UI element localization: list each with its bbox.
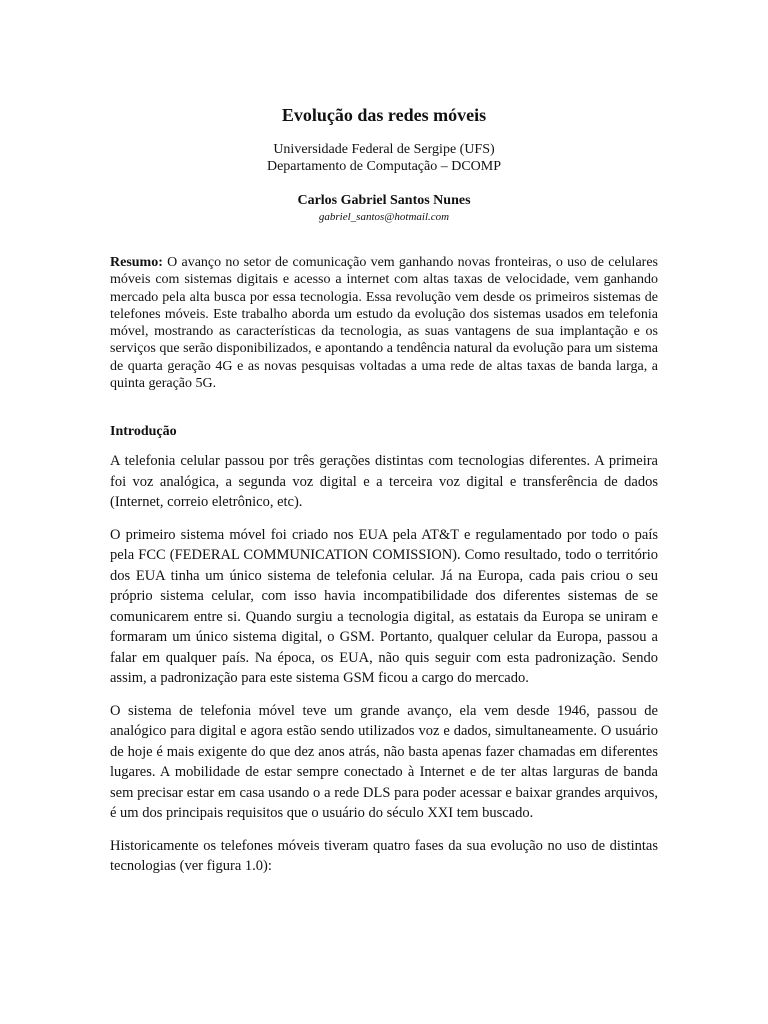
- body-paragraph: O sistema de telefonia móvel teve um grande avanço, ela vem desde 1946, passou de analógico para digital e agora estão sendo utilizados voz e dados, simultaneamente. O usuário de hoje é mais exigente do que dez anos atrás, não basta apenas fazer chamadas em diferentes lugares. A mobilidade de estar sempre conectado à Internet e de ter altas larguras de banda sem precisar estar em casa usando o a rede DLS para poder acessar e baixar grandes arquivos, é um dos principais requisitos que o usuário do século XXI tem buscado.: [110, 702, 658, 822]
- author-name: Carlos Gabriel Santos Nunes: [297, 193, 471, 208]
- body-paragraph: A telefonia celular passou por três gerações distintas com tecnologias diferentes. A primeira foi voz analógica, a segunda voz digital e a terceira voz digital e transferência de dados (Internet, correio eletrônico, etc).: [110, 453, 658, 511]
- document-page: [110, 104, 658, 877]
- paper-title: Evolução das redes móveis: [281, 105, 487, 125]
- body-paragraph: O primeiro sistema móvel foi criado nos EUA pela AT&T e regulamentado por todo o país pela FCC (FEDERAL COMMUNICATION COMISSION). Como resultado, todo o território dos EUA tinha um único sistema de telefonia celular. Já na Europa, cada pais criou o seu próprio sistema celular, com isso havia incompatibilidade dos diferentes sistemas de se comunicarem entre si. Quando surgiu a tecnologia digital, as estatais da Europa se uniram e formaram um único sistema digital, o GSM. Portanto, qualquer celular da Europa, passou a falar em qualquer país. Na época, os EUA, não quis seguir com esta padronização. Sendo assim, a padronização para este sistema GSM ficou a cargo do mercado.: [110, 526, 658, 687]
- affiliation-department: Departamento de Computação – DCOMP: [266, 159, 502, 174]
- abstract-label: Resumo:: [110, 255, 163, 270]
- author-email: gabriel_santos@hotmail.com: [318, 211, 450, 223]
- affiliation-university: Universidade Federal de Sergipe (UFS): [273, 142, 495, 157]
- abstract: [110, 254, 658, 392]
- abstract-text: O avanço no setor de comunicação vem ganhando novas fronteiras, o uso de celulares móveis com sistemas digitais e acesso a internet com altas taxas de velocidade, vem ganhando mercado pela alta busca por essa tecnologia. Essa revolução vem desde os primeiros sistemas de telefones móveis. Este trabalho aborda um estudo da evolução dos sistemas usados em telefonia móvel, mostrando as características da tecnologia, as suas vantagens de sua implantação e os serviços que serão disponibilizados, e apontando a tendência natural da evolução para um sistema de quarta geração 4G e as novas pesquisas voltadas a uma rede de altas taxas de banda larga, a quinta geração 5G.: [110, 255, 658, 392]
- body-paragraph: Historicamente os telefones móveis tiveram quatro fases da sua evolução no uso de distintas tecnologias (ver figura 1.0):: [110, 837, 658, 875]
- section-title-introducao: Introdução: [110, 424, 177, 440]
